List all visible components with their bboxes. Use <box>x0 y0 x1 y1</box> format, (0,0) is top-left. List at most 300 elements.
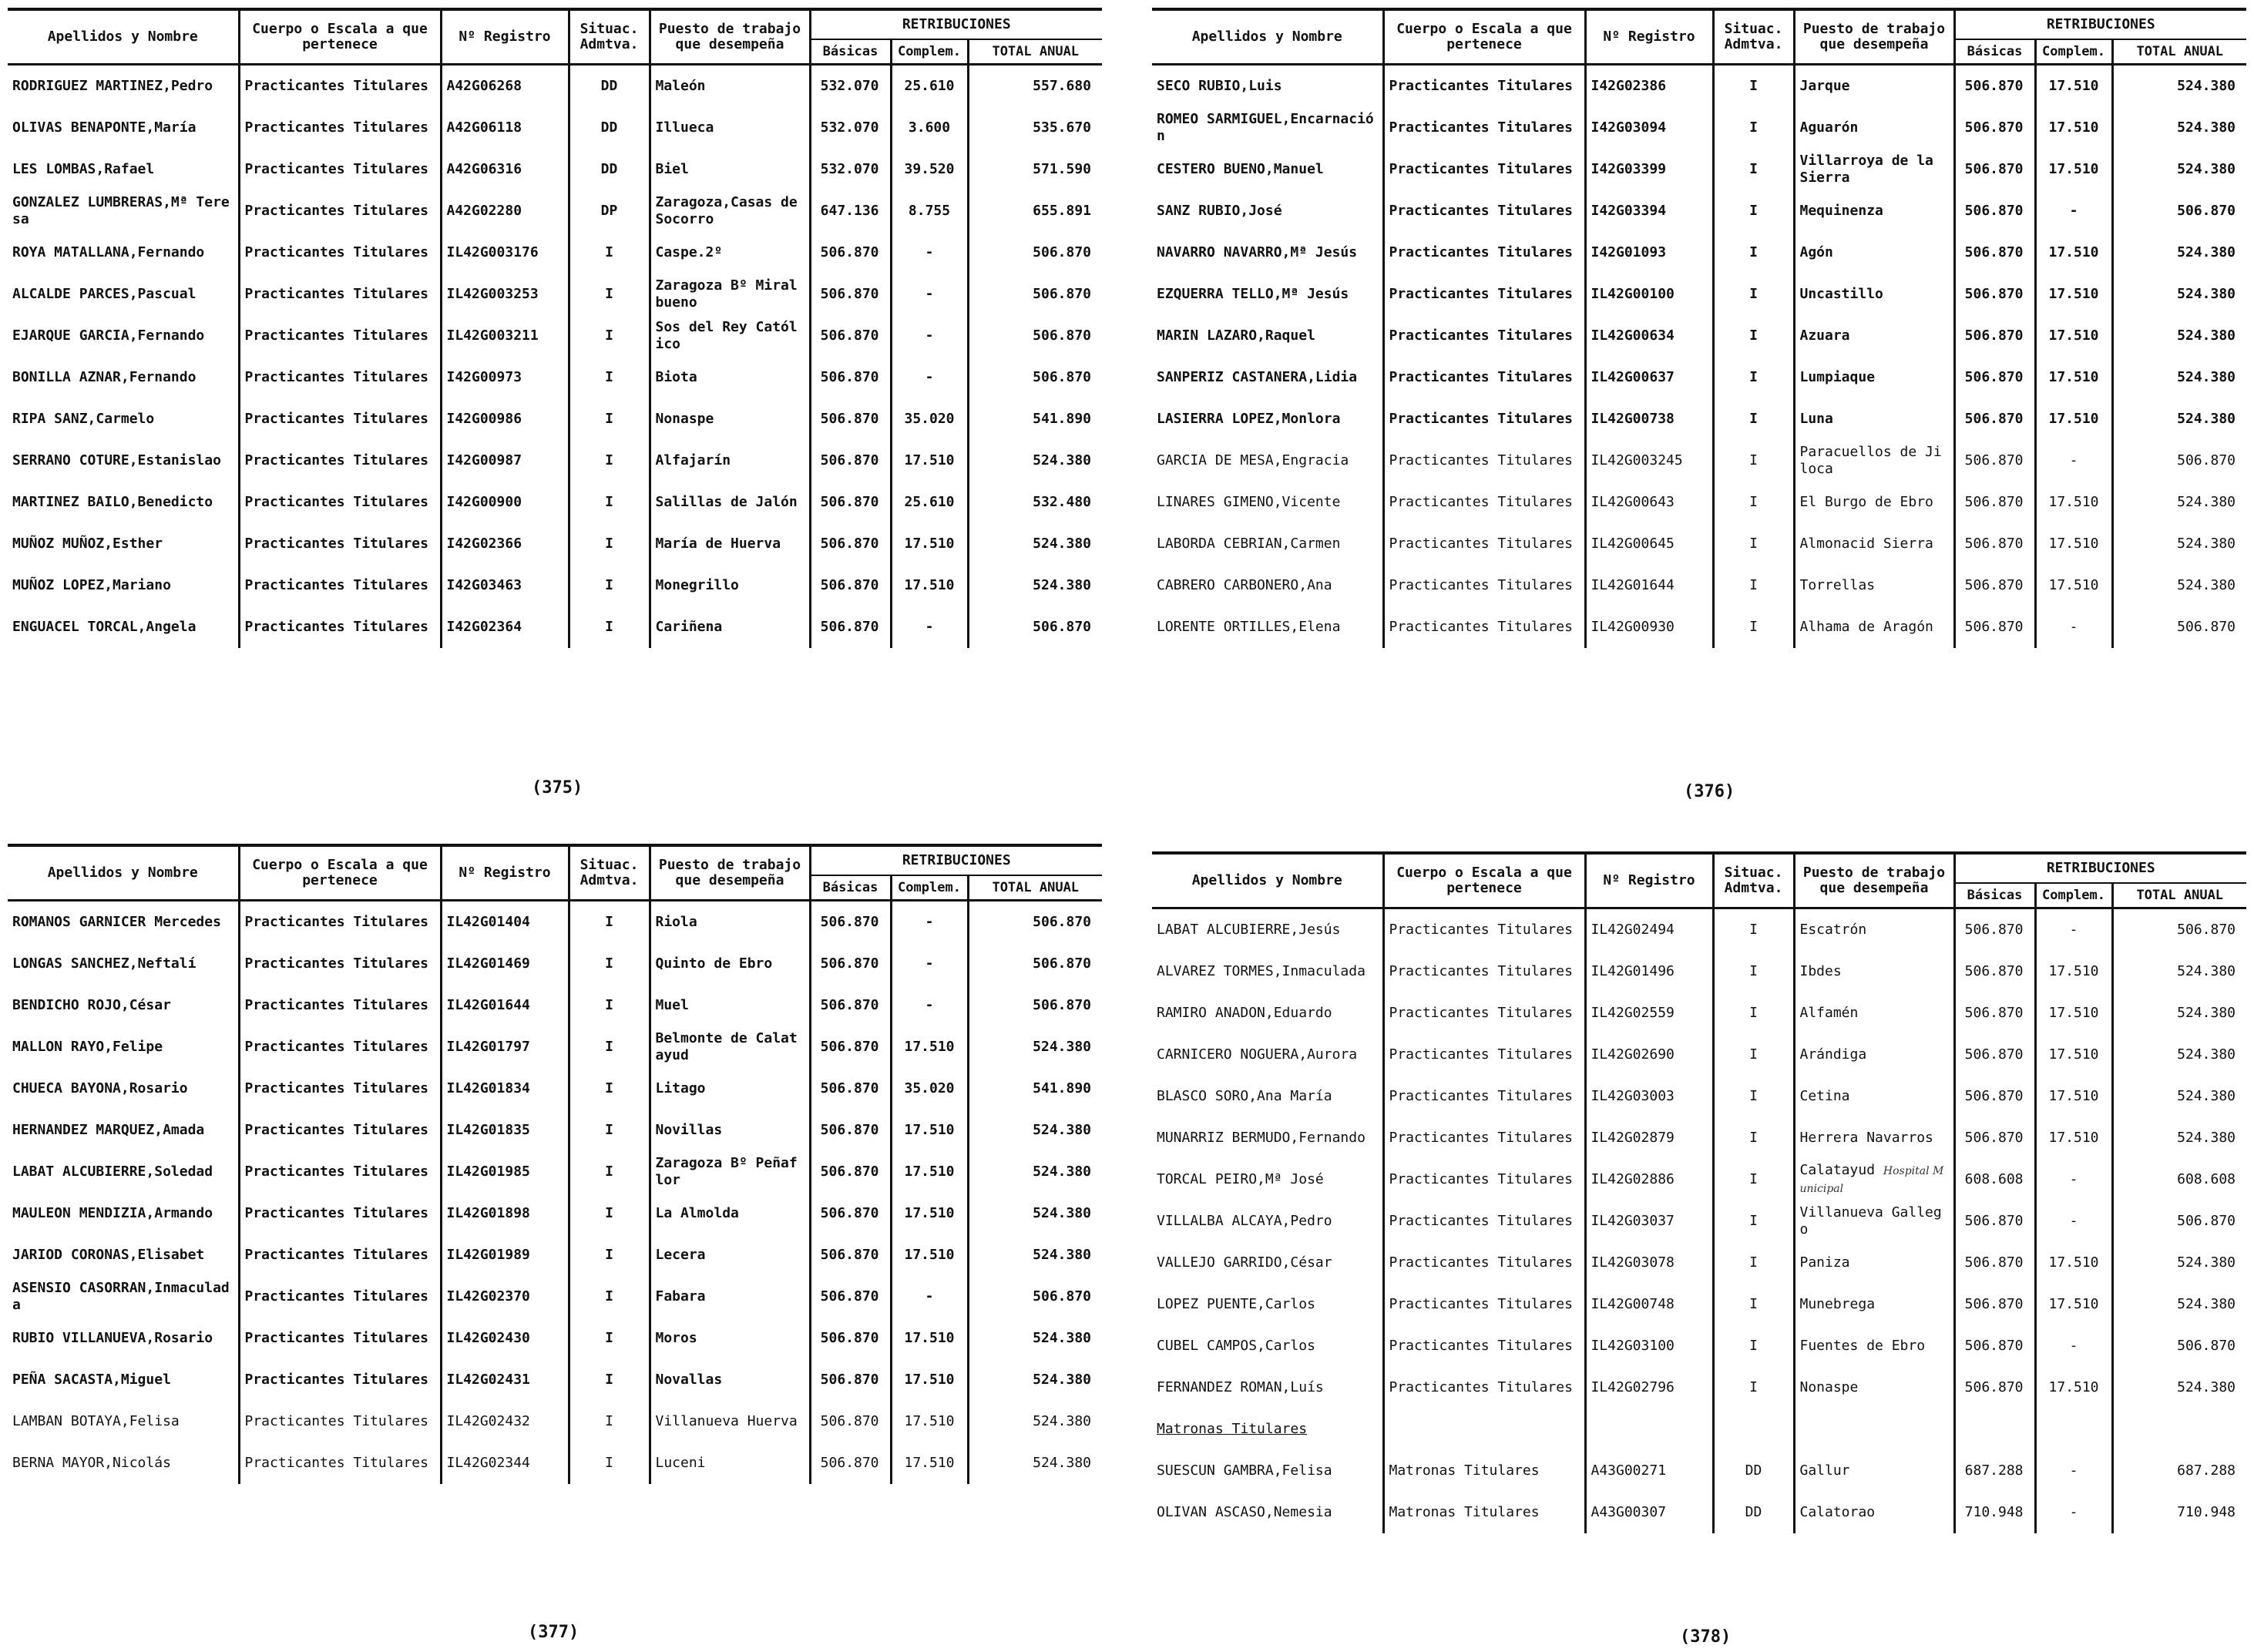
table-row <box>1152 1117 2246 1159</box>
row-total: 506.870 <box>968 985 1102 1026</box>
row-puesto: Munebrega <box>1794 1284 1954 1325</box>
row-complem: - <box>2035 440 2112 482</box>
row-total: 524.380 <box>968 440 1102 482</box>
row-basicas: 506.870 <box>810 1151 891 1193</box>
row-cuerpo: Practicantes Titulares <box>239 1110 441 1151</box>
row-total: 541.890 <box>968 398 1102 440</box>
row-situacion: I <box>569 440 650 482</box>
row-total: 524.380 <box>968 1442 1102 1484</box>
row-complem: 17.510 <box>2035 523 2112 565</box>
row-cuerpo: Practicantes Titulares <box>1383 232 1585 274</box>
row-name: JARIOD CORONAS,Elisabet <box>8 1234 239 1276</box>
row-cuerpo: Practicantes Titulares <box>239 1234 441 1276</box>
row-name: CHUECA BAYONA,Rosario <box>8 1068 239 1110</box>
row-puesto: Riola <box>650 901 810 944</box>
row-name: HERNANDEZ MARQUEZ,Amada <box>8 1110 239 1151</box>
row-cuerpo: Practicantes Titulares <box>239 398 441 440</box>
table-row <box>1152 1492 2246 1533</box>
row-situacion: I <box>1713 1159 1794 1200</box>
row-complem: - <box>891 1276 968 1318</box>
row-basicas: 506.870 <box>1954 190 2035 232</box>
table-row <box>8 1110 1102 1151</box>
row-situacion: I <box>569 523 650 565</box>
row-cuerpo: Matronas Titulares <box>1383 1492 1585 1533</box>
row-puesto: Agón <box>1794 232 1954 274</box>
row-name: VALLEJO GARRIDO,César <box>1152 1242 1383 1284</box>
row-name: MARIN LAZARO,Raquel <box>1152 315 1383 357</box>
row-registro: IL42G003245 <box>1585 440 1713 482</box>
row-registro: I42G02386 <box>1585 65 1713 108</box>
row-puesto: Belmonte de Calatayud <box>650 1026 810 1068</box>
row-total: 524.380 <box>2112 232 2246 274</box>
row-registro: IL42G01985 <box>441 1151 569 1193</box>
row-puesto: Arándiga <box>1794 1034 1954 1076</box>
row-cuerpo: Practicantes Titulares <box>1383 1034 1585 1076</box>
row-complem: - <box>2035 190 2112 232</box>
row-puesto: Calatorao <box>1794 1492 1954 1533</box>
table-page-377 <box>8 844 1102 1484</box>
header-registro: Nº Registro <box>1585 9 1713 65</box>
row-situacion: I <box>569 1193 650 1234</box>
row-situacion: DP <box>569 190 650 232</box>
row-registro: I42G03463 <box>441 565 569 606</box>
row-complem: 17.510 <box>2035 565 2112 606</box>
row-name: ROYA MATALLANA,Fernando <box>8 232 239 274</box>
row-puesto: Nonaspe <box>650 398 810 440</box>
row-complem: 17.510 <box>891 440 968 482</box>
row-basicas: 506.870 <box>1954 1076 2035 1117</box>
row-total: 506.870 <box>968 357 1102 398</box>
table-row <box>8 357 1102 398</box>
table-row <box>1152 1325 2246 1367</box>
row-situacion: I <box>569 565 650 606</box>
row-cuerpo: Practicantes Titulares <box>239 901 441 944</box>
row-registro: IL42G02370 <box>441 1276 569 1318</box>
row-puesto: Herrera Navarros <box>1794 1117 1954 1159</box>
table-row <box>1152 565 2246 606</box>
row-puesto: Fuentes de Ebro <box>1794 1325 1954 1367</box>
row-registro: A43G00307 <box>1585 1492 1713 1533</box>
row-cuerpo: Practicantes Titulares <box>239 1068 441 1110</box>
row-name: CESTERO BUENO,Manuel <box>1152 149 1383 190</box>
row-situacion: I <box>569 1068 650 1110</box>
row-registro: IL42G00748 <box>1585 1284 1713 1325</box>
row-puesto: Escatrón <box>1794 908 1954 952</box>
row-complem: - <box>891 274 968 315</box>
table-row <box>8 985 1102 1026</box>
row-registro: I42G02364 <box>441 606 569 648</box>
row-cuerpo: Practicantes Titulares <box>1383 440 1585 482</box>
row-basicas: 506.870 <box>1954 523 2035 565</box>
row-situacion: I <box>569 274 650 315</box>
row-registro: I42G03399 <box>1585 149 1713 190</box>
table-row <box>1152 606 2246 648</box>
row-total: 524.380 <box>2112 1242 2246 1284</box>
row-complem: 35.020 <box>891 1068 968 1110</box>
row-basicas: 532.070 <box>810 149 891 190</box>
table-row <box>1152 357 2246 398</box>
row-puesto: Illueca <box>650 107 810 149</box>
row-name: RIPA SANZ,Carmelo <box>8 398 239 440</box>
row-basicas: 506.870 <box>1954 606 2035 648</box>
row-puesto: Moros <box>650 1318 810 1359</box>
row-situacion: I <box>1713 107 1794 149</box>
row-situacion: DD <box>1713 1492 1794 1533</box>
row-basicas: 506.870 <box>1954 1034 2035 1076</box>
row-cuerpo: Practicantes Titulares <box>239 440 441 482</box>
table-row <box>1152 65 2246 108</box>
header-total: TOTAL ANUAL <box>968 875 1102 901</box>
row-basicas: 506.870 <box>810 315 891 357</box>
row-cuerpo: Practicantes Titulares <box>239 1318 441 1359</box>
row-basicas: 506.870 <box>810 985 891 1026</box>
row-registro: I42G02366 <box>441 523 569 565</box>
row-registro: I42G00973 <box>441 357 569 398</box>
row-cuerpo: Practicantes Titulares <box>1383 107 1585 149</box>
row-puesto: Paniza <box>1794 1242 1954 1284</box>
row-registro: IL42G01834 <box>441 1068 569 1110</box>
row-complem: 17.510 <box>2035 149 2112 190</box>
row-complem: - <box>891 232 968 274</box>
header-registro: Nº Registro <box>1585 853 1713 908</box>
row-puesto: Fabara <box>650 1276 810 1318</box>
row-cuerpo: Practicantes Titulares <box>239 1442 441 1484</box>
row-puesto: Quinto de Ebro <box>650 943 810 985</box>
row-name: ROMANOS GARNICER Mercedes <box>8 901 239 944</box>
table-row <box>1152 315 2246 357</box>
row-situacion: I <box>569 232 650 274</box>
row-total: 524.380 <box>2112 107 2246 149</box>
row-registro: A42G06268 <box>441 65 569 108</box>
row-situacion: I <box>1713 190 1794 232</box>
table-row <box>1152 1450 2246 1492</box>
row-name: ENGUACEL TORCAL,Angela <box>8 606 239 648</box>
row-registro: I42G01093 <box>1585 232 1713 274</box>
page-number: (375) <box>532 778 583 797</box>
table-row <box>1152 107 2246 149</box>
row-complem: 17.510 <box>891 565 968 606</box>
table-page-378 <box>1152 851 2246 1533</box>
header-total: TOTAL ANUAL <box>968 39 1102 65</box>
row-registro: IL42G01644 <box>441 985 569 1026</box>
row-situacion: I <box>1713 951 1794 992</box>
row-puesto: La Almolda <box>650 1193 810 1234</box>
table-row <box>8 440 1102 482</box>
row-cuerpo: Practicantes Titulares <box>239 565 441 606</box>
row-puesto: Luna <box>1794 398 1954 440</box>
row-basicas: 506.870 <box>810 523 891 565</box>
row-basicas: 506.870 <box>810 1318 891 1359</box>
row-cuerpo: Practicantes Titulares <box>1383 1159 1585 1200</box>
row-total: 608.608 <box>2112 1159 2246 1200</box>
row-cuerpo: Practicantes Titulares <box>239 606 441 648</box>
row-registro: IL42G01835 <box>441 1110 569 1151</box>
row-cuerpo: Practicantes Titulares <box>1383 1117 1585 1159</box>
row-basicas: 506.870 <box>810 1234 891 1276</box>
row-complem: 17.510 <box>2035 951 2112 992</box>
row-puesto: Novallas <box>650 1359 810 1401</box>
row-total: 524.380 <box>2112 1367 2246 1409</box>
row-situacion: I <box>569 1151 650 1193</box>
row-situacion: DD <box>569 107 650 149</box>
row-registro: IL42G00637 <box>1585 357 1713 398</box>
section-row <box>1152 1409 2246 1450</box>
row-puesto: Aguarón <box>1794 107 1954 149</box>
row-puesto: Villanueva Huerva <box>650 1401 810 1442</box>
table-row <box>1152 1242 2246 1284</box>
row-total: 524.380 <box>2112 951 2246 992</box>
row-situacion: I <box>569 398 650 440</box>
row-complem: 17.510 <box>891 1026 968 1068</box>
row-name: LABAT ALCUBIERRE,Soledad <box>8 1151 239 1193</box>
row-cuerpo: Practicantes Titulares <box>1383 398 1585 440</box>
row-name: MUNARRIZ BERMUDO,Fernando <box>1152 1117 1383 1159</box>
header-cuerpo: Cuerpo o Escala a que pertenece <box>1383 9 1585 65</box>
table-row <box>1152 1159 2246 1200</box>
row-total: 524.380 <box>2112 315 2246 357</box>
row-puesto: Cetina <box>1794 1076 1954 1117</box>
row-complem: - <box>891 606 968 648</box>
row-situacion: DD <box>569 65 650 108</box>
row-basicas: 506.870 <box>1954 357 2035 398</box>
row-puesto: Alfajarín <box>650 440 810 482</box>
row-complem: 35.020 <box>891 398 968 440</box>
row-registro: I42G00987 <box>441 440 569 482</box>
header-retribuciones: RETRIBUCIONES <box>810 845 1102 875</box>
retribuciones-table <box>8 844 1102 1484</box>
row-total: 524.380 <box>2112 523 2246 565</box>
row-basicas: 506.870 <box>810 1359 891 1401</box>
row-situacion: I <box>569 606 650 648</box>
row-registro: A42G02280 <box>441 190 569 232</box>
row-total: 506.870 <box>968 943 1102 985</box>
page-number: (377) <box>528 1623 579 1642</box>
row-name: TORCAL PEIRO,Mª José <box>1152 1159 1383 1200</box>
row-puesto: Almonacid Sierra <box>1794 523 1954 565</box>
row-registro: IL42G01989 <box>441 1234 569 1276</box>
row-puesto: Litago <box>650 1068 810 1110</box>
row-cuerpo: Practicantes Titulares <box>1383 523 1585 565</box>
row-total: 506.870 <box>2112 1200 2246 1242</box>
row-basicas: 506.870 <box>810 1193 891 1234</box>
section-title: Matronas Titulares <box>1152 1409 1383 1450</box>
row-cuerpo: Practicantes Titulares <box>239 1359 441 1401</box>
row-cuerpo: Practicantes Titulares <box>1383 357 1585 398</box>
row-total: 524.380 <box>968 1151 1102 1193</box>
table-row <box>8 1442 1102 1484</box>
row-total: 524.380 <box>968 1401 1102 1442</box>
row-complem: 17.510 <box>891 1359 968 1401</box>
row-situacion: I <box>1713 440 1794 482</box>
row-basicas: 506.870 <box>1954 565 2035 606</box>
row-basicas: 506.870 <box>810 901 891 944</box>
row-total: 524.380 <box>2112 1284 2246 1325</box>
row-puesto: Salillas de Jalón <box>650 482 810 523</box>
table-header <box>1152 9 2246 65</box>
row-total: 524.380 <box>968 1110 1102 1151</box>
row-name: MAULEON MENDIZIA,Armando <box>8 1193 239 1234</box>
row-complem: 17.510 <box>891 1442 968 1484</box>
header-total: TOTAL ANUAL <box>2112 883 2246 908</box>
row-registro: IL42G01496 <box>1585 951 1713 992</box>
row-complem: - <box>891 357 968 398</box>
row-registro: IL42G01797 <box>441 1026 569 1068</box>
header-retribuciones: RETRIBUCIONES <box>1954 853 2246 883</box>
row-cuerpo: Practicantes Titulares <box>1383 1076 1585 1117</box>
row-cuerpo: Practicantes Titulares <box>239 315 441 357</box>
row-complem: 17.510 <box>2035 992 2112 1034</box>
row-name: VILLALBA ALCAYA,Pedro <box>1152 1200 1383 1242</box>
row-basicas: 506.870 <box>810 565 891 606</box>
row-situacion: I <box>569 943 650 985</box>
row-name: MALLON RAYO,Felipe <box>8 1026 239 1068</box>
row-basicas: 506.870 <box>1954 315 2035 357</box>
row-registro: IL42G02559 <box>1585 992 1713 1034</box>
row-cuerpo: Practicantes Titulares <box>1383 1284 1585 1325</box>
row-complem: 17.510 <box>2035 1076 2112 1117</box>
row-registro: IL42G03003 <box>1585 1076 1713 1117</box>
row-puesto: Jarque <box>1794 65 1954 108</box>
row-registro: IL42G02431 <box>441 1359 569 1401</box>
row-complem: 25.610 <box>891 482 968 523</box>
row-situacion: I <box>1713 1200 1794 1242</box>
row-total: 532.480 <box>968 482 1102 523</box>
row-registro: IL42G02430 <box>441 1318 569 1359</box>
row-cuerpo: Practicantes Titulares <box>239 1276 441 1318</box>
header-complem: Complem. <box>2035 883 2112 908</box>
row-registro: A42G06118 <box>441 107 569 149</box>
row-total: 524.380 <box>2112 149 2246 190</box>
header-name: Apellidos y Nombre <box>1152 853 1383 908</box>
row-name: MUÑOZ LOPEZ,Mariano <box>8 565 239 606</box>
header-cuerpo: Cuerpo o Escala a que pertenece <box>1383 853 1585 908</box>
row-name: ASENSIO CASORRAN,Inmaculada <box>8 1276 239 1318</box>
row-name: NAVARRO NAVARRO,Mª Jesús <box>1152 232 1383 274</box>
row-cuerpo: Practicantes Titulares <box>239 107 441 149</box>
row-situacion: I <box>1713 565 1794 606</box>
row-puesto: Nonaspe <box>1794 1367 1954 1409</box>
table-row <box>8 943 1102 985</box>
row-name: BLASCO SORO,Ana María <box>1152 1076 1383 1117</box>
row-name: SECO RUBIO,Luis <box>1152 65 1383 108</box>
row-complem: - <box>2035 606 2112 648</box>
header-puesto: Puesto de trabajo que desempeña <box>650 9 810 65</box>
row-cuerpo: Practicantes Titulares <box>1383 1367 1585 1409</box>
row-basicas: 506.870 <box>1954 1200 2035 1242</box>
header-basicas: Básicas <box>810 875 891 901</box>
header-retribuciones: RETRIBUCIONES <box>810 9 1102 39</box>
row-puesto <box>1794 1159 1954 1200</box>
row-situacion: I <box>569 985 650 1026</box>
row-name: SANZ RUBIO,José <box>1152 190 1383 232</box>
table-row <box>8 1026 1102 1068</box>
row-complem: - <box>2035 908 2112 952</box>
row-complem: - <box>2035 1450 2112 1492</box>
row-puesto: Lumpiaque <box>1794 357 1954 398</box>
row-total: 506.870 <box>968 1276 1102 1318</box>
row-basicas: 506.870 <box>1954 951 2035 992</box>
table-row <box>8 901 1102 944</box>
row-total: 506.870 <box>968 606 1102 648</box>
row-registro: IL42G03100 <box>1585 1325 1713 1367</box>
row-name: MUÑOZ MUÑOZ,Esther <box>8 523 239 565</box>
row-complem: 17.510 <box>891 1110 968 1151</box>
row-situacion: I <box>569 1026 650 1068</box>
row-situacion: I <box>569 1401 650 1442</box>
row-total: 524.380 <box>968 565 1102 606</box>
row-situacion: I <box>1713 1325 1794 1367</box>
table-row <box>8 398 1102 440</box>
row-complem: 3.600 <box>891 107 968 149</box>
row-name: RODRIGUEZ MARTINEZ,Pedro <box>8 65 239 108</box>
row-puesto: Torrellas <box>1794 565 1954 606</box>
table-row <box>1152 440 2246 482</box>
row-registro: IL42G02796 <box>1585 1367 1713 1409</box>
row-complem: 17.510 <box>891 1318 968 1359</box>
table-page-375 <box>8 8 1102 648</box>
row-name: LABORDA CEBRIAN,Carmen <box>1152 523 1383 565</box>
table-header <box>1152 853 2246 908</box>
table-row <box>1152 1034 2246 1076</box>
row-registro: I42G00900 <box>441 482 569 523</box>
row-complem: 17.510 <box>891 1401 968 1442</box>
row-puesto: Alhama de Aragón <box>1794 606 1954 648</box>
row-situacion: I <box>569 1110 650 1151</box>
row-name: CUBEL CAMPOS,Carlos <box>1152 1325 1383 1367</box>
row-situacion: I <box>1713 908 1794 952</box>
row-complem: 17.510 <box>2035 274 2112 315</box>
row-basicas: 506.870 <box>1954 440 2035 482</box>
table-row <box>8 1151 1102 1193</box>
header-complem: Complem. <box>2035 39 2112 65</box>
row-cuerpo: Practicantes Titulares <box>239 1151 441 1193</box>
header-basicas: Básicas <box>810 39 891 65</box>
row-basicas: 506.870 <box>1954 1117 2035 1159</box>
row-puesto: Ibdes <box>1794 951 1954 992</box>
row-name: LABAT ALCUBIERRE,Jesús <box>1152 908 1383 952</box>
header-situacion: Situac. Admtva. <box>569 845 650 901</box>
row-total: 524.380 <box>2112 65 2246 108</box>
row-puesto: Biota <box>650 357 810 398</box>
row-complem: - <box>891 901 968 944</box>
table-row <box>1152 190 2246 232</box>
retribuciones-table <box>1152 8 2246 648</box>
row-puesto: Mequinenza <box>1794 190 1954 232</box>
row-registro: I42G03394 <box>1585 190 1713 232</box>
row-basicas: 506.870 <box>1954 1325 2035 1367</box>
row-total: 557.680 <box>968 65 1102 108</box>
row-name: BENDICHO ROJO,César <box>8 985 239 1026</box>
row-cuerpo: Practicantes Titulares <box>239 1401 441 1442</box>
row-situacion: I <box>569 901 650 944</box>
row-name: ROMEO SARMIGUEL,Encarnación <box>1152 107 1383 149</box>
row-basicas: 506.870 <box>810 482 891 523</box>
row-situacion: I <box>1713 274 1794 315</box>
row-name: LINARES GIMENO,Vicente <box>1152 482 1383 523</box>
row-cuerpo: Practicantes Titulares <box>239 1193 441 1234</box>
row-complem: - <box>2035 1200 2112 1242</box>
row-total: 535.670 <box>968 107 1102 149</box>
row-complem: 17.510 <box>891 523 968 565</box>
row-name: EZQUERRA TELLO,Mª Jesús <box>1152 274 1383 315</box>
row-situacion: I <box>1713 1367 1794 1409</box>
row-registro: IL42G01644 <box>1585 565 1713 606</box>
table-row <box>1152 951 2246 992</box>
row-situacion: I <box>1713 606 1794 648</box>
row-basicas: 506.870 <box>1954 1284 2035 1325</box>
page-number: (378) <box>1680 1627 1732 1647</box>
row-complem: 17.510 <box>2035 1242 2112 1284</box>
